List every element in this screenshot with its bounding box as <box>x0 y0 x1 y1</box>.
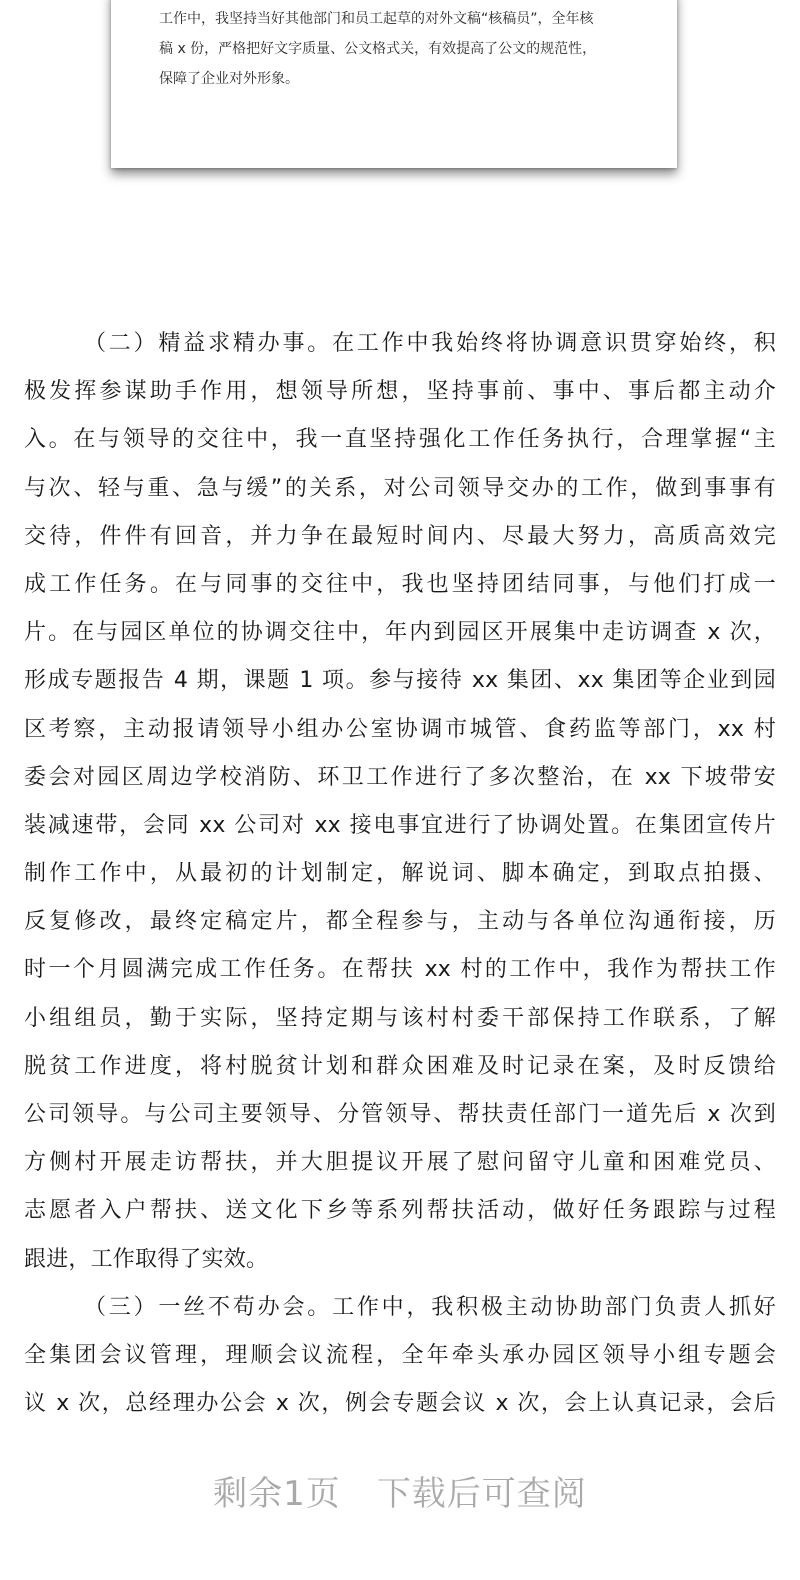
paragraph-line: 反复修改，最终定稿定片，都全程参与，主动与各单位沟通衔接，历 <box>24 909 776 935</box>
paragraph-line: 全集团会议管理，理顺会议流程，全年牵头承办园区领导小组专题会 <box>24 1342 776 1368</box>
paragraph-line: 制作工作中，从最初的计划制定，解说词、脚本确定，到取点拍摄、 <box>24 861 776 887</box>
remaining-pages-notice[interactable] <box>0 1466 800 1515</box>
preview-line: 稿 x 份，严格把好文字质量、公文格式关，有效提高了公文的规范性， <box>159 41 597 57</box>
preview-line: 保障了企业对外形象。 <box>159 71 299 87</box>
paragraph-line: 公司领导。与公司主要领导、分管领导、帮扶责任部门一道先后 x 次到 <box>24 1102 776 1127</box>
paragraph-line: 方侧村开展走访帮扶，并大胆提议开展了慰问留守儿童和困难党员、 <box>24 1150 776 1176</box>
paragraph-line: 跟进，工作取得了实效。 <box>24 1246 269 1272</box>
paragraph-line: 交待，件件有回音，并力争在最短时间内、尽最大努力，高质高效完 <box>24 523 776 549</box>
preview-paragraph <box>159 4 649 94</box>
paragraph-line: 入。在与领导的交往中，我一直坚持强化工作任务执行，合理掌握“主 <box>24 427 776 453</box>
paragraph-line: 委会对园区周边学校消防、环卫工作进行了多次整治，在 xx 下坡带安 <box>24 764 776 790</box>
paragraph-line: （二）精益求精办事。在工作中我始终将协调意识贯穿始终，积 <box>84 331 776 356</box>
paragraph-line: 脱贫工作进度，将村脱贫计划和群众困难及时记录在案，及时反馈给 <box>24 1053 776 1079</box>
paragraph-line: 成工作任务。在与同事的交往中，我也坚持团结同事，与他们打成一 <box>24 571 776 597</box>
paragraph-line: 形成专题报告 4 期，课题 1 项。参与接待 xx 集团、xx 集团等企业到园 <box>24 668 776 694</box>
paragraph-line: 装减速带，会同 xx 公司对 xx 接电事宜进行了协调处置。在集团宣传片 <box>24 812 776 838</box>
remaining-pages-label: 剩余1页 <box>213 1474 341 1514</box>
paragraph-line: 小组组员，勤于实际，坚持定期与该村村委干部保持工作联系，了解 <box>24 1005 776 1031</box>
paragraph-line: 片。在与园区单位的协调交往中，年内到园区开展集中走访调查 x 次， <box>24 620 776 646</box>
document-preview-card <box>111 0 677 168</box>
document-body <box>24 320 776 1428</box>
paragraph-line: （三）一丝不苟办会。工作中，我积极主动协助部门负责人抓好 <box>84 1294 776 1320</box>
paragraph-line: 时一个月圆满完成工作任务。在帮扶 xx 村的工作中，我作为帮扶工作 <box>24 957 776 983</box>
paragraph-line: 极发挥参谋助手作用，想领导所想，坚持事前、事中、事后都主动介 <box>24 379 776 405</box>
paragraph-line: 议 x 次，总经理办公会 x 次，例会专题会议 x 次，会上认真记录，会后 <box>24 1391 776 1417</box>
paragraph-line: 与次、轻与重、急与缓”的关系，对公司领导交办的工作，做到事事有 <box>24 475 776 501</box>
paragraph-line: 区考察，主动报请领导小组办公室协调市城管、食药监等部门，xx 村 <box>24 716 776 742</box>
paragraph-line: 志愿者入户帮扶、送文化下乡等系列帮扶活动，做好任务跟踪与过程 <box>24 1198 776 1224</box>
download-to-view-label: 下载后可查阅 <box>376 1474 587 1514</box>
preview-line: 工作中，我坚持当好其他部门和员工起草的对外文稿“核稿员”，全年核 <box>159 11 594 27</box>
